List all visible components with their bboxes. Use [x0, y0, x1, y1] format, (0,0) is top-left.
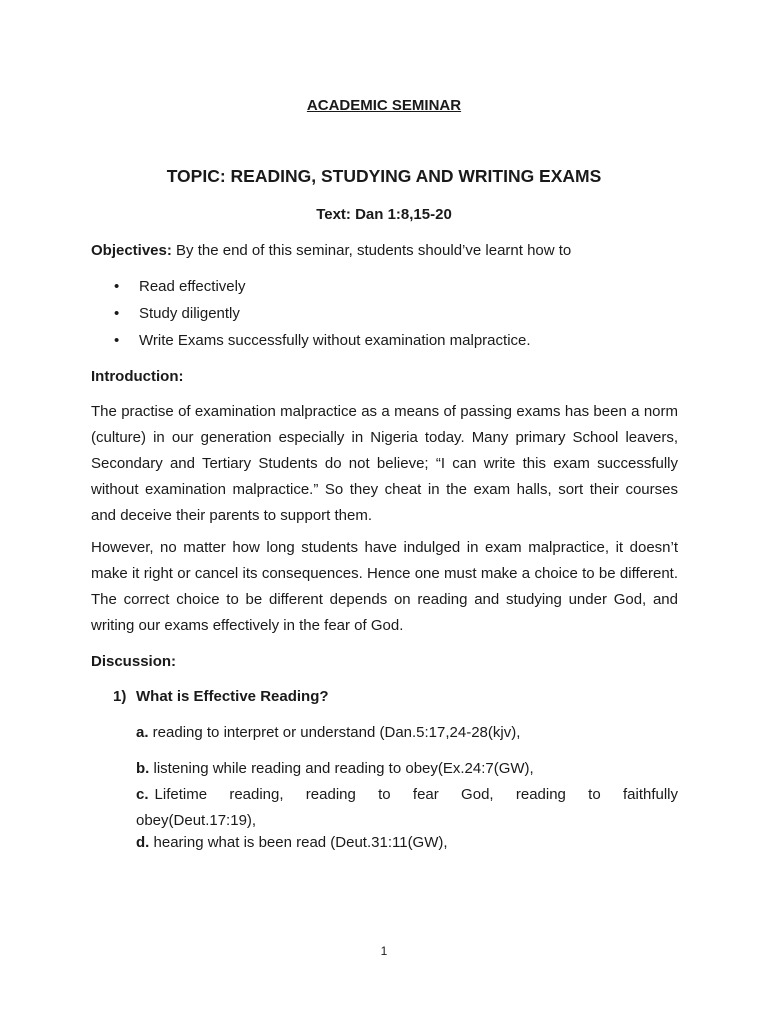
introduction-heading: Introduction:	[91, 368, 184, 385]
point-a	[136, 724, 520, 741]
point-text: listening while reading and reading to obey(Ex.24:7(GW),	[149, 760, 534, 777]
text-reference: Text: Dan 1:8,15-20	[316, 206, 452, 223]
objectives-line	[91, 242, 571, 259]
objective-item: Write Exams successfully without examination malpractice.	[139, 332, 531, 349]
bullet-icon: •	[114, 305, 120, 322]
point-letter: a.	[136, 724, 149, 741]
introduction-paragraph-1: The practise of examination malpractice as a means of passing exams has been a norm (culture) in our generation especially in Nigeria today. Many primary School leavers, Secondary and Tertiary Students do not believe; “I can write this exam successfully without examination malpractice.” So they cheat in the exam halls, sort their courses and deceive their parents to support them.	[91, 403, 678, 524]
objectives-intro: By the end of this seminar, students should’ve learnt how to	[171, 242, 572, 259]
point-text: hearing what is been read (Deut.31:11(GW),	[149, 834, 448, 851]
point-letter: c.	[136, 786, 149, 803]
point-c-continuation: obey(Deut.17:19),	[136, 812, 257, 829]
objective-item: Study diligently	[139, 305, 240, 322]
page-number: 1	[380, 944, 388, 958]
point-text: Lifetime reading, reading to fear God, reading to faithfully	[154, 786, 678, 803]
introduction-paragraph-2: However, no matter how long students have indulged in exam malpractice, it doesn’t make it right or cancel its consequences. Hence one must make a choice to be different. The correct choice to be different depends on reading and studying under God, and writing our exams effectively in the fear of God.	[91, 539, 678, 634]
point-letter: b.	[136, 760, 150, 777]
point-text: reading to interpret or understand (Dan.5:17,24-28(kjv),	[148, 724, 521, 741]
bullet-icon: •	[114, 332, 120, 349]
discussion-heading: Discussion:	[91, 653, 177, 670]
seminar-title: ACADEMIC SEMINAR	[306, 97, 462, 114]
point-c	[136, 786, 678, 803]
question-heading: What is Effective Reading?	[136, 688, 329, 705]
point-d	[136, 834, 448, 851]
bullet-icon: •	[114, 278, 120, 295]
objective-item: Read effectively	[139, 278, 246, 295]
topic-heading: TOPIC: READING, STUDYING AND WRITING EXAMS	[166, 166, 602, 186]
point-b	[136, 760, 534, 777]
point-letter: d.	[136, 834, 150, 851]
objectives-label: Objectives:	[91, 242, 172, 259]
question-number: 1)	[113, 688, 127, 705]
